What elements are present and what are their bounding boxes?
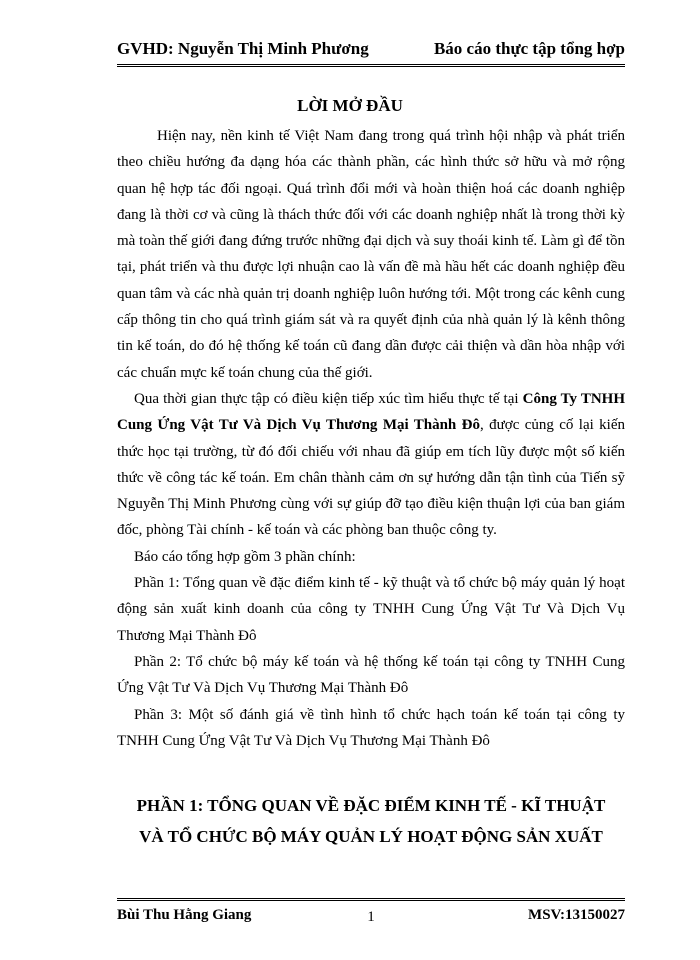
header-report-title: Báo cáo thực tập tổng hợp xyxy=(433,39,625,58)
paragraph-part-3: Phần 3: Một số đánh giá về tình hình tổ chức hạch toán kế toán tại công ty TNHH Cung Ứng Vật Tư Và Dịch Vụ Thương Mại Thành Đô xyxy=(117,706,625,749)
document-body xyxy=(117,123,625,754)
section-heading xyxy=(117,790,625,852)
footer-student-id: MSV:13150027 xyxy=(528,907,625,923)
page-number: 1 xyxy=(367,909,375,925)
page-title: LỜI MỞ ĐẦU xyxy=(297,96,403,115)
paragraph-structure: Báo cáo tổng hợp gồm 3 phần chính: xyxy=(134,548,356,565)
section-heading-line-1: PHẦN 1: TỔNG QUAN VỀ ĐẶC ĐIỂM KINH TẾ - KĨ THUẬT xyxy=(136,796,606,815)
paragraph-internship xyxy=(117,386,625,544)
paragraph-part-1: Phần 1: Tổng quan về đặc điểm kinh tế - kỹ thuật và tổ chức bộ máy quản lý hoạt động sản xuất kinh doanh của công ty TNHH Cung Ứng Vật Tư Và Dịch Vụ Thương Mại Thành Đô xyxy=(117,575,625,644)
header-supervisor: GVHD: Nguyễn Thị Minh Phương xyxy=(117,39,369,58)
paragraph-internship-before: Qua thời gian thực tập có điều kiện tiếp xúc tìm hiểu thực tế tại xyxy=(134,390,523,407)
company-name: Công Ty TNHH Cung Ứng Vật Tư Và Dịch Vụ Thương Mại Thành Đô xyxy=(117,390,625,434)
page-footer xyxy=(117,898,625,931)
paragraph-intro: Hiện nay, nền kinh tế Việt Nam đang trong quá trình hội nhập và phát triển theo chiều hướng đa dạng hóa các thành phần, các hình thức sở hữu và mở rộng quan hệ hợp tác đối ngoại. Quá trình đổi mới và hoàn thiện hoá các doanh nghiệp đang là thời cơ và cũng là thách thức đối với các doanh nghiệp nhất là trong thời kỳ mà toàn thế giới đang đứng trước những đại dịch và suy thoái kinh tế. Làm gì để tồn tại, phát triển và thu được lợi nhuận cao là vấn đề mà hầu hết các doanh nghiệp đều quan tâm và các nhà quản trị doanh nghiệp luôn hướng tới. Một trong các kênh cung cấp thông tin cho quá trình giám sát và ra quyết định của nhà quản lý là kênh thông tin kế toán, do đó hệ thống kế toán cũ đang dần được cải thiện và dần hòa nhập với các chuẩn mực kế toán chung của thế giới. xyxy=(117,128,625,381)
section-heading-line-2: VÀ TỔ CHỨC BỘ MÁY QUẢN LÝ HOẠT ĐỘNG SẢN XUẤT xyxy=(139,827,603,846)
paragraph-part-2: Phần 2: Tổ chức bộ máy kế toán và hệ thống kế toán tại công ty TNHH Cung Ứng Vật Tư Và Dịch Vụ Thương Mại Thành Đô xyxy=(117,653,625,697)
footer-student-name: Bùi Thu Hằng Giang xyxy=(117,907,252,923)
paragraph-internship-after: , được củng cố lại kiến thức học tại trường, từ đó đối chiếu với nhau đã giúp em tích lũy được một số kiến thức về công tác kế toán. Em chân thành cảm ơn sự hướng dẫn tận tình của Tiến sỹ Nguyễn Thị Minh Phương cùng với sự giúp đỡ tạo điều kiện thuận lợi của ban giám đốc, phòng Tài chính - kế toán và các phòng ban thuộc công ty. xyxy=(117,417,625,539)
page-header xyxy=(117,36,625,67)
